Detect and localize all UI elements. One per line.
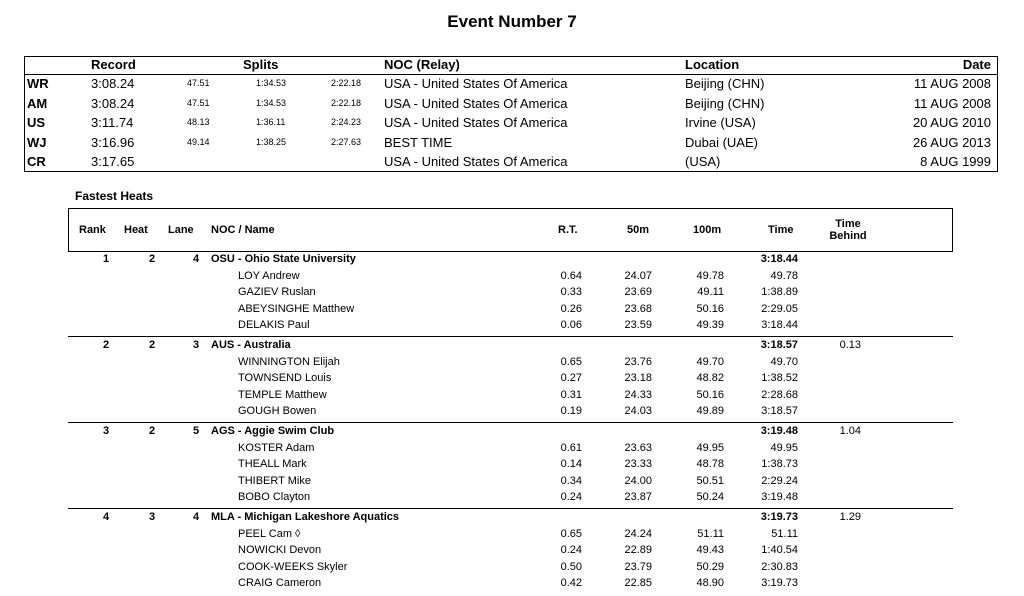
swimmer-time: 2:28.68 — [761, 388, 798, 401]
swimmer-100m: 49.95 — [696, 441, 724, 454]
swimmer-time: 3:19.73 — [761, 577, 798, 590]
records-table — [24, 56, 998, 172]
swimmer-reaction-time: 0.65 — [560, 355, 582, 368]
swimmer-50m: 24.00 — [624, 474, 652, 487]
record-time: 3:08.24 — [91, 95, 135, 111]
record-date: 8 AUG 1999 — [920, 154, 991, 169]
swimmer-reaction-time: 0.26 — [560, 302, 582, 315]
header-splits: Splits — [243, 57, 279, 72]
swimmer-name: TEMPLE Matthew — [238, 388, 327, 401]
team-lane: 5 — [192, 425, 200, 437]
record-split-1: 48.13 — [187, 117, 210, 127]
record-time: 3:11.74 — [91, 115, 134, 130]
header-rank: Rank — [79, 224, 106, 236]
swimmer-time: 1:40.54 — [761, 544, 798, 557]
swimmer-row — [0, 319, 1024, 335]
swimmer-name: NOWICKI Devon — [238, 544, 322, 557]
team-lane: 4 — [192, 511, 200, 523]
record-split-3: 2:22.18 — [331, 97, 362, 108]
swimmer-50m: 24.24 — [624, 527, 652, 540]
team-rank: 1 — [102, 253, 110, 265]
swimmer-row — [0, 491, 1024, 507]
swimmer-time: 3:19.48 — [761, 491, 798, 504]
swimmer-50m: 23.69 — [624, 286, 652, 299]
swimmer-100m: 50.16 — [696, 302, 724, 315]
record-date: 11 AUG 2008 — [913, 95, 991, 111]
record-code: CR — [27, 154, 46, 169]
swimmer-reaction-time: 0.27 — [560, 372, 582, 385]
team-row — [0, 511, 1024, 527]
header-time-behind-2: Behind — [829, 230, 867, 242]
team-rank: 3 — [102, 425, 110, 437]
team-row — [0, 339, 1024, 355]
record-code: WJ — [27, 134, 47, 150]
record-noc: USA - United States Of America — [384, 76, 568, 91]
team-time: 3:19.73 — [760, 511, 798, 523]
swimmer-50m: 23.68 — [624, 302, 652, 315]
team-row — [0, 253, 1024, 269]
swimmer-50m: 23.87 — [624, 491, 652, 504]
record-location: (USA) — [685, 154, 721, 169]
swimmer-reaction-time: 0.50 — [560, 560, 582, 573]
team-time: 3:19.48 — [760, 425, 798, 437]
record-row — [25, 115, 997, 135]
record-code: AM — [27, 95, 48, 111]
record-location: Irvine (USA) — [685, 115, 756, 130]
swimmer-reaction-time: 0.31 — [560, 388, 582, 401]
swimmer-row — [0, 286, 1024, 302]
swimmer-time: 2:29.24 — [761, 474, 798, 487]
swimmer-name: ABEYSINGHE Matthew — [238, 302, 355, 315]
swimmer-row — [0, 561, 1024, 577]
swimmer-reaction-time: 0.33 — [560, 286, 582, 299]
swimmer-50m: 23.59 — [624, 319, 652, 332]
record-split-2: 1:38.25 — [256, 136, 287, 147]
record-date: 20 AUG 2010 — [912, 115, 991, 130]
record-row — [25, 96, 997, 116]
header-noc-name: NOC / Name — [211, 224, 275, 236]
swimmer-100m: 49.43 — [696, 544, 724, 557]
swimmer-name: THIBERT Mike — [238, 474, 311, 487]
team-rank: 2 — [102, 339, 110, 351]
header-time-behind-1: Time — [835, 218, 861, 230]
team-rank: 4 — [102, 511, 110, 523]
team-separator — [68, 422, 953, 423]
swimmer-row — [0, 372, 1024, 388]
record-noc: USA - United States Of America — [384, 115, 568, 130]
record-date: 26 AUG 2013 — [912, 134, 991, 150]
swimmer-time: 49.70 — [770, 355, 798, 368]
team-time: 3:18.44 — [760, 253, 798, 265]
record-row — [25, 135, 997, 155]
team-separator — [68, 336, 953, 337]
swimmer-100m: 48.90 — [696, 577, 724, 590]
swimmer-time: 2:30.83 — [761, 560, 798, 573]
team-name: MLA - Michigan Lakeshore Aquatics — [211, 511, 400, 523]
record-location: Dubai (UAE) — [685, 134, 758, 150]
record-split-3: 2:24.23 — [331, 117, 362, 127]
record-split-2: 1:36.11 — [256, 117, 286, 127]
swimmer-50m: 23.18 — [624, 372, 652, 385]
swimmer-reaction-time: 0.24 — [560, 491, 582, 504]
record-split-3: 2:22.18 — [331, 78, 362, 88]
swimmer-50m: 23.33 — [624, 458, 652, 471]
record-split-2: 1:34.53 — [256, 97, 287, 108]
records-header-divider — [25, 74, 997, 75]
swimmer-name: GAZIEV Ruslan — [238, 286, 316, 299]
swimmer-row — [0, 458, 1024, 474]
record-location: Beijing (CHN) — [685, 95, 765, 111]
record-date: 11 AUG 2008 — [913, 76, 991, 91]
swimmer-reaction-time: 0.24 — [560, 544, 582, 557]
swimmer-time: 49.78 — [770, 269, 798, 282]
swimmer-reaction-time: 0.14 — [560, 458, 582, 471]
record-noc: USA - United States Of America — [384, 154, 568, 169]
team-time-behind: 1.29 — [839, 511, 861, 523]
team-time: 3:18.57 — [760, 339, 798, 351]
record-time: 3:08.24 — [91, 76, 135, 91]
swimmer-name: THEALL Mark — [238, 458, 307, 471]
swimmer-100m: 51.11 — [697, 527, 724, 540]
swimmer-50m: 23.76 — [624, 355, 652, 368]
header-lane: Lane — [168, 224, 194, 236]
swimmer-100m: 49.70 — [696, 355, 724, 368]
swimmer-100m: 50.51 — [696, 474, 724, 487]
swimmer-100m: 50.29 — [696, 560, 724, 573]
swimmer-name: BOBO Clayton — [238, 491, 311, 504]
swimmer-row — [0, 270, 1024, 286]
swimmer-time: 1:38.73 — [761, 458, 798, 471]
swimmer-row — [0, 405, 1024, 421]
record-noc: USA - United States Of America — [384, 95, 568, 111]
fastest-heats-label: Fastest Heats — [75, 189, 154, 203]
swimmer-50m: 24.03 — [624, 405, 652, 418]
swimmer-50m: 22.85 — [624, 577, 652, 590]
swimmer-time: 3:18.57 — [761, 405, 798, 418]
team-time-behind: 1.04 — [839, 425, 861, 437]
header-50m: 50m — [627, 224, 650, 236]
record-location: Beijing (CHN) — [685, 76, 765, 91]
record-noc: BEST TIME — [384, 134, 453, 150]
swimmer-row — [0, 442, 1024, 458]
team-lane: 3 — [192, 339, 200, 351]
swimmer-50m: 24.33 — [624, 388, 652, 401]
record-time: 3:17.65 — [91, 154, 135, 169]
team-name: AUS - Australia — [211, 339, 291, 351]
swimmer-row — [0, 303, 1024, 319]
record-row — [25, 154, 997, 174]
swimmer-row — [0, 528, 1024, 544]
record-code: US — [27, 115, 46, 130]
team-row — [0, 425, 1024, 441]
swimmer-reaction-time: 0.19 — [560, 405, 582, 418]
record-code: WR — [27, 76, 49, 91]
header-date: Date — [962, 57, 991, 72]
swimmer-row — [0, 544, 1024, 560]
swimmer-100m: 49.78 — [696, 269, 724, 282]
swimmer-100m: 50.24 — [696, 491, 724, 504]
swimmer-reaction-time: 0.42 — [560, 577, 582, 590]
swimmer-name: GOUGH Bowen — [238, 405, 317, 418]
swimmer-row — [0, 475, 1024, 491]
swimmer-name: COOK-WEEKS Skyler — [238, 560, 348, 573]
swimmer-row — [0, 389, 1024, 405]
header-time: Time — [768, 224, 794, 236]
swimmer-time: 51.11 — [771, 527, 798, 540]
header-record: Record — [91, 57, 136, 72]
team-heat: 2 — [148, 339, 156, 351]
swimmer-100m: 49.11 — [697, 286, 724, 299]
team-time-behind: 0.13 — [839, 339, 861, 351]
swimmer-reaction-time: 0.61 — [560, 441, 582, 454]
swimmer-name: KOSTER Adam — [238, 441, 315, 454]
swimmer-name: LOY Andrew — [238, 269, 300, 282]
record-time: 3:16.96 — [91, 134, 135, 150]
record-split-2: 1:34.53 — [256, 78, 287, 88]
swimmer-name: PEEL Cam ◊ — [238, 527, 301, 540]
swimmer-50m: 24.07 — [624, 269, 652, 282]
swimmer-reaction-time: 0.06 — [560, 319, 582, 332]
records-header — [25, 57, 997, 74]
heats-header — [68, 208, 953, 252]
header-100m: 100m — [693, 224, 722, 236]
swimmer-50m: 23.79 — [624, 560, 652, 573]
swimmer-name: DELAKIS Paul — [238, 319, 310, 332]
team-name: AGS - Aggie Swim Club — [211, 425, 335, 437]
header-rt: R.T. — [558, 224, 578, 236]
swimmer-time: 2:29.05 — [761, 302, 798, 315]
swimmer-time: 3:18.44 — [761, 319, 798, 332]
swimmer-50m: 23.63 — [624, 441, 652, 454]
swimmer-row — [0, 577, 1024, 593]
swimmer-row — [0, 356, 1024, 372]
swimmer-100m: 49.39 — [696, 319, 724, 332]
swimmer-50m: 22.89 — [624, 544, 652, 557]
swimmer-reaction-time: 0.64 — [560, 269, 582, 282]
page-title: Event Number 7 — [447, 12, 577, 31]
header-noc-relay: NOC (Relay) — [384, 57, 460, 72]
record-split-3: 2:27.63 — [331, 136, 362, 147]
swimmer-time: 1:38.52 — [761, 372, 798, 385]
swimmer-100m: 48.82 — [696, 372, 724, 385]
team-separator — [68, 508, 953, 509]
swimmer-reaction-time: 0.65 — [560, 527, 582, 540]
swimmer-name: CRAIG Cameron — [238, 577, 322, 590]
team-lane: 4 — [192, 253, 200, 265]
swimmer-100m: 50.16 — [696, 388, 724, 401]
team-heat: 3 — [148, 511, 156, 523]
header-heat: Heat — [124, 224, 148, 236]
team-heat: 2 — [148, 253, 156, 265]
swimmer-name: WINNINGTON Elijah — [238, 355, 340, 368]
header-location: Location — [685, 57, 740, 72]
record-split-1: 47.51 — [187, 78, 210, 88]
swimmer-reaction-time: 0.34 — [560, 474, 582, 487]
swimmer-name: TOWNSEND Louis — [238, 372, 332, 385]
swimmer-time: 1:38.89 — [761, 286, 798, 299]
swimmer-100m: 49.89 — [696, 405, 724, 418]
record-split-1: 47.51 — [187, 97, 210, 108]
swimmer-100m: 48.78 — [696, 458, 724, 471]
record-row — [25, 76, 997, 96]
team-heat: 2 — [148, 425, 156, 437]
record-split-1: 49.14 — [187, 136, 210, 147]
team-name: OSU - Ohio State University — [211, 253, 356, 265]
swimmer-time: 49.95 — [770, 441, 798, 454]
